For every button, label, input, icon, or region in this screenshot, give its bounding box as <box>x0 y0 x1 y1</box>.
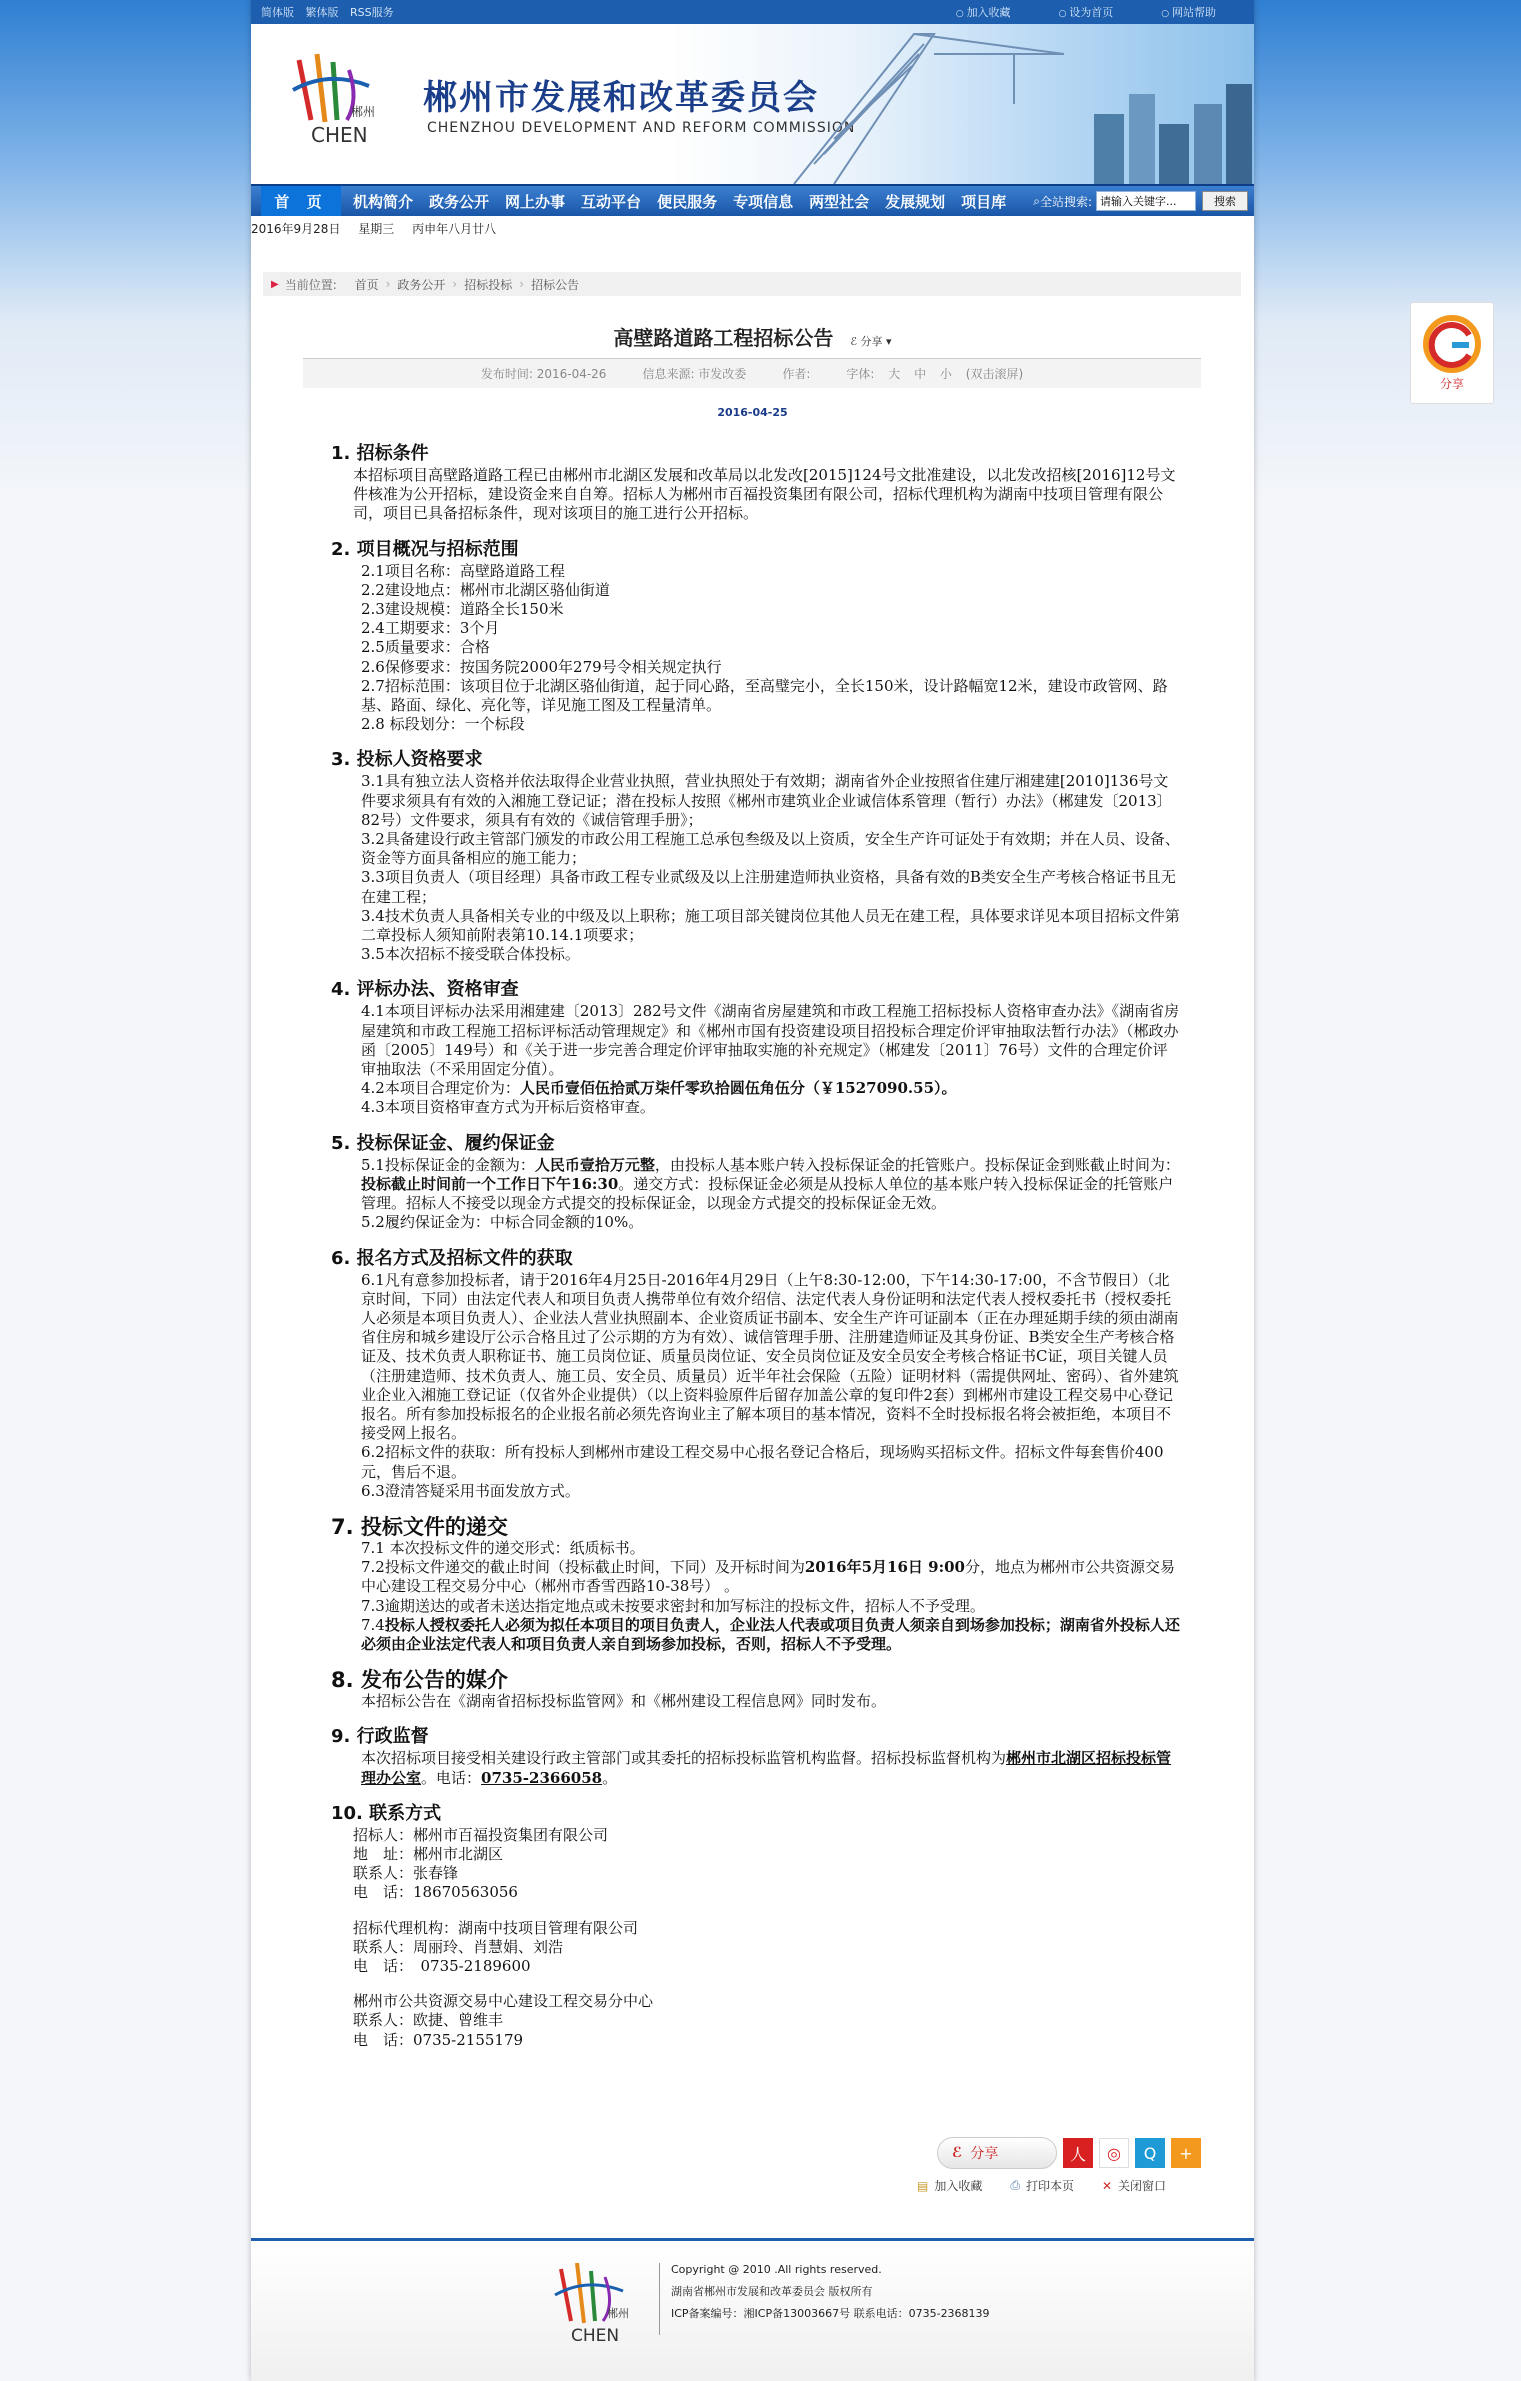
font-size-medium[interactable]: 中 <box>914 367 927 381</box>
list-item: 7.2投标文件递交的截止时间（投标截止时间，下同）及开标时间为2016年5月16日 9:00分，地点为郴州市公共资源交易中心建设工程交易分中心（郴州市香雪西路10-38号） 。 <box>361 1558 1176 1596</box>
share-logo-icon <box>1423 315 1481 373</box>
list-item: 3.1具有独立法人资格并依法取得企业营业执照，营业执照处于有效期；湖南省外企业按照省住建厅湘建建[2010]136号文件要求须具有有效的入湘施工登记证；潜在投标人按照《郴州市建筑业企业诚信体系管理（暂行）办法》（郴建发〔2013〕82号）文件要求，须具有有效的《诚信管理手册》； <box>361 772 1172 829</box>
date-bar <box>251 216 1254 242</box>
contact-line: 地 址：郴州市北湖区 <box>353 1844 504 1863</box>
share-button[interactable]: ℰ 分享 <box>937 2137 1057 2169</box>
author: 作者: <box>782 367 811 381</box>
add-favorite-link[interactable]: ○ 加入收藏 <box>956 4 1011 20</box>
page <box>251 0 1254 2381</box>
footer-logo <box>551 2259 651 2349</box>
crane-skyline-illustration <box>734 24 1254 184</box>
paragraph: 本招标项目高壁路道路工程已由郴州市北湖区发展和改革局以北发改[2015]124号文批准建设，以北发改招核[2016]12号文件核准为公开招标，建设资金来自自筹。招标人为郴州市百福投资集团有限公司，招标代理机构为湖南中技项目管理有限公司，项目已具备招标条件，现对该项目的施工进行公开招标。 <box>353 466 1176 523</box>
nav-about[interactable]: 机构简介 <box>353 192 414 211</box>
list-item: 6.2招标文件的获取：所有投标人到郴州市建设工程交易中心报名登记合格后，现场购买招标文件。招标文件每套售价400元，售后不退。 <box>361 1443 1164 1481</box>
nav-online-services[interactable]: 网上办事 <box>505 192 566 211</box>
share-icon: ℰ <box>952 2145 963 2161</box>
font-size-large[interactable]: 大 <box>888 367 901 381</box>
breadcrumb-label: 当前位置: <box>284 277 337 292</box>
section-heading: 9. 行政监督 <box>331 1726 429 1748</box>
footer-icp: ICP备案编号：湘ICP备13003667号 联系电话：0735-2368139 <box>671 2307 990 2320</box>
section-heading: 7. 投标文件的递交 <box>331 1514 508 1539</box>
list-item: 2.7招标范围：该项目位于北湖区骆仙街道，起于同心路，至高璧完小，全长150米，设计路幅宽12米，建设市政管网、路基、路面、绿化、亮化等，详见施工图及工程量清单。 <box>361 676 1168 715</box>
section-heading: 8. 发布公告的媒介 <box>331 1668 508 1693</box>
share-dropdown[interactable]: ℰ 分享 ▾ <box>850 335 892 348</box>
nav-two-type-society[interactable]: 两型社会 <box>809 192 870 211</box>
site-help-link[interactable]: ○ 网站帮助 <box>1161 4 1216 20</box>
article-date: 2016-04-25 <box>717 406 788 419</box>
contact-line: 电 话： 0735-2189600 <box>353 1956 531 1975</box>
article-title: 高壁路道路工程招标公告 <box>613 326 834 350</box>
rss-link[interactable]: RSS服务 <box>350 6 394 19</box>
top-bar <box>251 0 1254 24</box>
lunar-date: 丙申年八月廿八 <box>412 222 497 236</box>
info-source: 信息来源: 市发改委 <box>642 367 747 381</box>
list-item: 2.6保修要求：按国务院2000年279号令相关规定执行 <box>361 657 722 676</box>
paragraph: 本招标公告在《湖南省招标投标监管网》和《郴州建设工程信息网》同时发布。 <box>361 1692 887 1711</box>
section-heading: 5. 投标保证金、履约保证金 <box>331 1132 555 1154</box>
current-date: 2016年9月28日 <box>251 222 341 236</box>
contact-line: 招标人：郴州市百福投资集团有限公司 <box>353 1825 609 1844</box>
contact-line: 招标代理机构：湖南中技项目管理有限公司 <box>353 1918 639 1937</box>
article-meta <box>303 358 1201 388</box>
breadcrumb-bid-notice[interactable]: 招标公告 <box>531 277 580 292</box>
section-heading: 4. 评标办法、资格审查 <box>331 979 519 1001</box>
font-size-control <box>846 365 1023 382</box>
breadcrumb-home[interactable]: 首页 <box>354 277 379 292</box>
nav-government-affairs[interactable]: 政务公开 <box>429 192 490 211</box>
set-homepage-link[interactable]: ○ 设为首页 <box>1059 4 1114 20</box>
section-heading: 3. 投标人资格要求 <box>331 749 483 771</box>
lang-simplified-link[interactable]: 简体版 <box>261 6 294 19</box>
breadcrumb-government-affairs[interactable]: 政务公开 <box>397 277 446 292</box>
close-icon: ✕ <box>1101 2178 1113 2193</box>
list-item: 4.3本项目资格审查方式为开标后资格审查。 <box>361 1098 655 1117</box>
add-favorite-tool[interactable]: ▤ 加入收藏 <box>917 2178 983 2193</box>
share-icon: ℰ <box>850 335 858 348</box>
nav-public-services[interactable]: 便民服务 <box>657 192 718 211</box>
share-weibo-icon[interactable]: ◎ <box>1099 2138 1129 2168</box>
copyright: Copyright @ 2010 .All rights reserved. <box>671 2263 882 2276</box>
site-title: 郴州市发展和改革委员会 <box>423 78 819 118</box>
site-search <box>1033 191 1254 211</box>
article-title-row <box>251 322 1254 351</box>
font-size-small[interactable]: 小 <box>939 367 952 381</box>
current-weekday: 星期三 <box>358 222 395 236</box>
list-item: 6.1凡有意参加投标者，请于2016年4月25日-2016年4月29日（上午8:30-12:00，下午14:30-17:00，不含节假日）（北京时间，下同）由法定代表人和项目负责人携带单位有效介绍信、法定代表人身份证明和法定代表人授权委托书（授权委托人必须是本项目负责人）、企业法人营业执照副本、企业资质证书副本、安全生产许可证副本（正在办理延期手续的须由湖南省住房和城乡建设厅公示合格且过了公示期的方为有效）、诚信管理手册、注册建造师证及其身份证、B类安全生产考核合格证及、技术负责人职称证书、施工员岗位证、质量员岗位证、安全员岗位证及安全员安全考核合格证书C证，项目关键人员（注册建造师、技术负责人、施工员、安全员、质量员）近半年社会保险（五险）证明材料（需提供网址、密码）、省外建筑业企业入湘施工登记证（仅省外企业提供）（以上资料验原件后留存加盖公章的复印件2套）到郴州市建设工程交易中心登记报名。所有参加投标报名的企业报名前必须先咨询业主了解本项目的基本情况，资料不全时投标报名将会被拒绝，本项目不接受网上报名。 <box>361 1270 1179 1443</box>
list-item: 3.3项目负责人（项目经理）具备市政工程专业贰级及以上注册建造师执业资格，具备有效的B类安全生产考核合格证书且无在建工程； <box>361 868 1176 906</box>
breadcrumb-arrow-icon: ▶ <box>271 278 279 290</box>
breadcrumb <box>263 272 1241 296</box>
nav-development-plan[interactable]: 发展规划 <box>885 192 946 211</box>
search-input[interactable] <box>1096 191 1196 211</box>
list-item: 2.3建设规模：道路全长150米 <box>361 600 564 619</box>
contact-line: 联系人：张春锋 <box>353 1864 459 1883</box>
chevron-right-icon: › <box>452 277 458 291</box>
section-heading: 10. 联系方式 <box>331 1802 442 1824</box>
list-item: 7.3逾期送达的或者未送达指定地点或未按要求密封和加写标注的投标文件，招标人不予受理。 <box>361 1596 985 1615</box>
list-item: 4.1本项目评标办法采用湘建建〔2013〕282号文件《湖南省房屋建筑和市政工程施工招标投标人资格审查办法》《湖南省房屋建筑和市政工程施工招标评标活动管理规定》和《郴州市国有投资建设项目招投标合理定价评审抽取法暂行办法》（郴政办函〔2005〕149号）和《关于进一步完善合理定价评审抽取实施的补充规定》（郴建发〔2011〕76号）文件的合理定价评审抽取法（不采用固定分值）。 <box>361 1002 1180 1079</box>
section-heading: 1. 招标条件 <box>331 443 429 464</box>
svg-text:郴州: 郴州 <box>607 2307 629 2320</box>
breadcrumb-bidding[interactable]: 招标投标 <box>464 277 513 292</box>
list-item: 7.1 本次投标文件的递交形式：纸质标书。 <box>361 1538 645 1557</box>
chevron-right-icon: › <box>385 277 391 291</box>
list-item: 3.2具备建设行政主管部门颁发的市政公用工程施工总承包叁级及以上资质，安全生产许可证处于有效期；并在人员、设备、资金等方面具备相应的施工能力； <box>361 830 1180 868</box>
section-heading: 6. 报名方式及招标文件的获取 <box>331 1247 573 1269</box>
list-item: 2.5质量要求：合格 <box>361 638 490 657</box>
share-qzone-icon[interactable]: Q <box>1135 2138 1165 2168</box>
contact-line: 联系人：欧捷、曾维丰 <box>353 2011 504 2030</box>
close-window-tool[interactable]: ✕ 关闭窗口 <box>1101 2178 1167 2193</box>
list-item: 3.5本次招标不接受联合体投标。 <box>361 945 580 964</box>
search-label: 全站搜索: <box>1039 194 1092 209</box>
supervision-office-link[interactable]: 郴州市北湖区招标投标管理办公室 <box>361 1749 1172 1787</box>
list-item: 2.8 标段划分：一个标段 <box>361 715 525 734</box>
footer <box>251 2238 1254 2381</box>
share-bar <box>937 2136 1201 2170</box>
contact-line: 电 话：0735-2155179 <box>353 2030 524 2049</box>
double-click-scroll-hint: (双击滚屏) <box>965 367 1024 381</box>
svg-text:CHEN: CHEN <box>571 2326 620 2346</box>
svg-text:郴州: 郴州 <box>351 105 376 119</box>
list-item: 5.2履约保证金为：中标合同金额的10%。 <box>361 1213 644 1232</box>
share-more-icon[interactable]: + <box>1171 2138 1201 2168</box>
list-item: 7.4投标人授权委托人必须为拟任本项目的项目负责人，企业法人代表或项目负责人须亲自到场参加投标；湖南省外投标人还必须由企业法定代表人和项目负责人亲自到场参加投标，否则，招标人不予受理。 <box>361 1615 1180 1653</box>
chevron-right-icon: › <box>519 277 525 291</box>
footer-owner: 湖南省郴州市发展和改革委员会 版权所有 <box>671 2285 873 2298</box>
site-logo[interactable] <box>289 50 399 150</box>
contact-line: 郴州市公共资源交易中心建设工程交易分中心 <box>353 1992 654 2011</box>
page-tools <box>917 2177 1166 2194</box>
publish-time: 发布时间: 2016-04-26 <box>480 367 607 381</box>
nav-home[interactable]: 首 页 <box>261 186 341 216</box>
print-tool[interactable]: ⎙ 打印本页 <box>1010 2178 1074 2193</box>
nav-special-info[interactable]: 专项信息 <box>733 192 794 211</box>
main-nav <box>251 184 1254 216</box>
contact-line: 电 话：18670563056 <box>353 1883 518 1902</box>
banner <box>251 24 1254 184</box>
lang-traditional-link[interactable]: 繁体版 <box>305 6 339 19</box>
supervision-phone: 0735-2366058 <box>481 1768 603 1787</box>
site-subtitle: CHENZHOU DEVELOPMENT AND REFORM COMMISSION <box>427 120 856 136</box>
font-size-label: 字体: <box>846 367 875 381</box>
paragraph: 本次招标项目接受相关建设行政主管部门或其委托的招标投标监管机构监督。招标投标监督机构为郴州市北湖区招标投标管理办公室。电话：0735-2366058。 <box>361 1749 1172 1787</box>
footer-text <box>671 2259 990 2325</box>
list-item: 2.4工期要求：3个月 <box>361 619 500 638</box>
list-item: 2.2建设地点：郴州市北湖区骆仙街道 <box>361 580 610 599</box>
svg-text:CHEN: CHEN <box>311 123 368 147</box>
bookmark-icon: ▤ <box>917 2178 929 2193</box>
print-icon: ⎙ <box>1010 2178 1020 2192</box>
nav-project-library[interactable]: 项目库 <box>961 192 1007 211</box>
list-item: 6.3澄清答疑采用书面发放方式。 <box>361 1481 580 1500</box>
chevron-down-icon: ▾ <box>886 335 892 348</box>
floating-share-button[interactable]: 分享 <box>1410 302 1494 404</box>
list-item: 5.1投标保证金的金额为：人民币壹拾万元整，由投标人基本账户转入投标保证金的托管账户。投标保证金到账截止时间为：投标截止时间前一个工作日下午16:30。递交方式：投标保证金必须是从投标人单位的基本账户转入投标保证金的托管账户管理。招标人不接受以现金方式提交的投标保证金，以现金方式提交的投标保证金无效。 <box>361 1155 1180 1213</box>
article-body <box>331 428 1181 2050</box>
search-icon: ⌕ <box>1033 193 1040 208</box>
list-item: 2.1项目名称：高壁路道路工程 <box>361 561 565 580</box>
contact-line: 联系人：周丽玲、肖慧娟、刘浩 <box>353 1937 564 1956</box>
list-item: 4.2本项目合理定价为：人民币壹佰伍拾贰万柒仟零玖拾圆伍角伍分（￥1527090.55）。 <box>361 1079 957 1098</box>
share-renren-icon[interactable]: 人 <box>1063 2138 1093 2168</box>
section-heading: 2. 项目概况与招标范围 <box>331 538 519 560</box>
search-button[interactable]: 搜索 <box>1202 191 1248 211</box>
list-item: 3.4技术负责人具备相关专业的中级及以上职称；施工项目部关键岗位其他人员无在建工程，具体要求详见本项目招标文件第二章投标人须知前附表第10.14.1项要求； <box>361 906 1180 945</box>
nav-interaction[interactable]: 互动平台 <box>581 192 642 211</box>
